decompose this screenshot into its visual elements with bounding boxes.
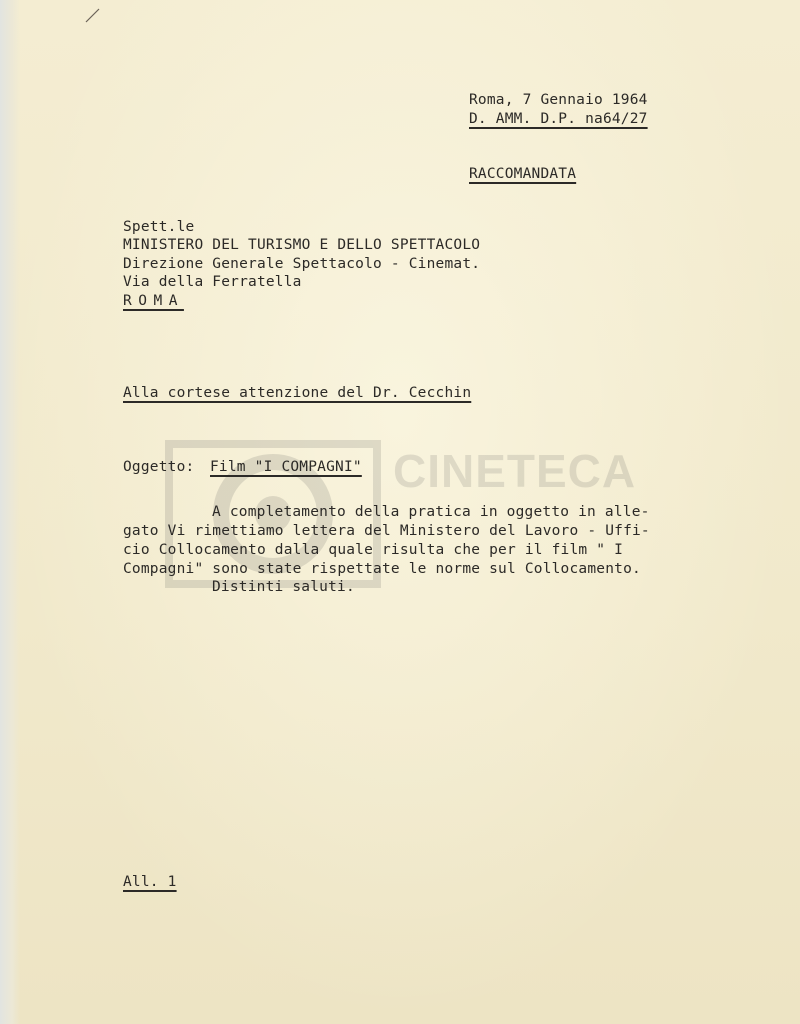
subject-label: Oggetto: bbox=[123, 459, 195, 475]
recipient-city: ROMA bbox=[123, 293, 184, 309]
closing-line: Distinti saluti. bbox=[212, 579, 355, 595]
recipient-salutation: Spett.le bbox=[123, 219, 195, 235]
enclosure-note: All. 1 bbox=[123, 874, 177, 890]
recipient-ministry: MINISTERO DEL TURISMO E DELLO SPETTACOLO bbox=[123, 237, 481, 253]
recipient-street: Via della Ferratella bbox=[123, 274, 302, 290]
body-line: cio Collocamento dalla quale risulta che per il film " I bbox=[123, 542, 624, 558]
delivery-method: RACCOMANDATA bbox=[469, 166, 577, 182]
watermark-text: CINETECA bbox=[393, 445, 637, 497]
recipient-department: Direzione Generale Spettacolo - Cinemat. bbox=[123, 256, 481, 272]
place-date: Roma, 7 Gennaio 1964 bbox=[469, 92, 648, 108]
paper-edge bbox=[0, 0, 20, 1024]
body-line: A completamento della pratica in oggetto in alle- bbox=[212, 504, 650, 520]
pen-mark bbox=[84, 6, 104, 26]
reference-number: D. AMM. D.P. na64/27 bbox=[469, 111, 648, 127]
body-line: Compagni" sono state rispettate le norme sul Collocamento. bbox=[123, 561, 641, 577]
body-line: gato Vi rimettiamo lettera del Ministero del Lavoro - Uffi- bbox=[123, 523, 650, 539]
attention-line: Alla cortese attenzione del Dr. Cecchin bbox=[123, 385, 472, 401]
subject-value: Film "I COMPAGNI" bbox=[210, 459, 362, 475]
